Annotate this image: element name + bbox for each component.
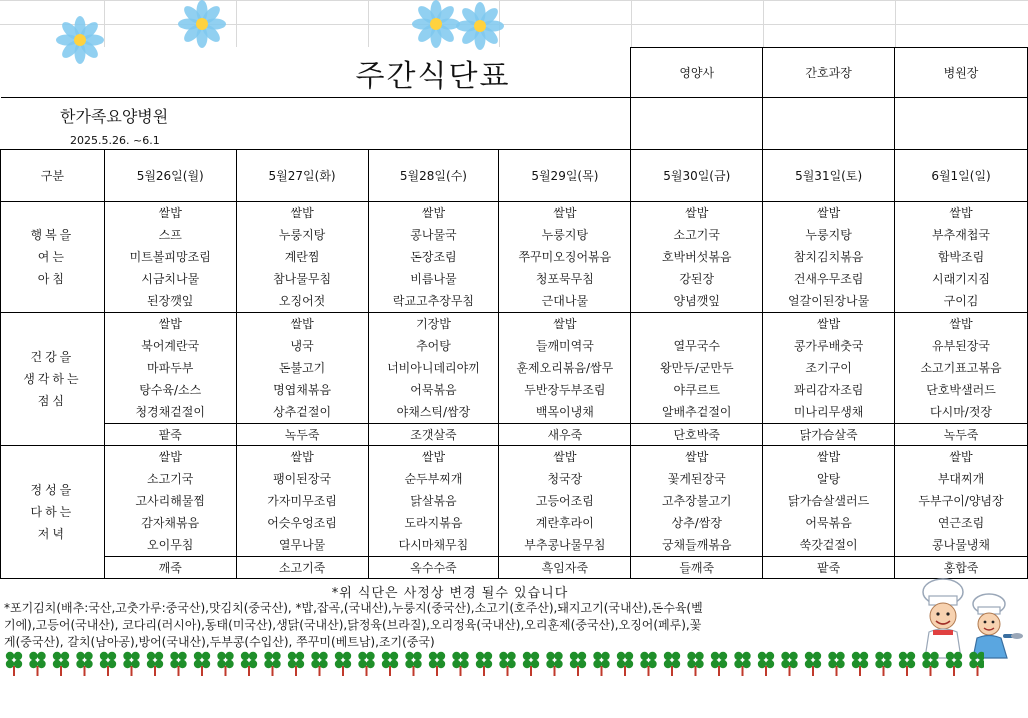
dish-item: 꽈리감자조림 — [793, 383, 864, 397]
porridge-cell: 옥수수죽 — [368, 557, 499, 579]
menu-items — [237, 446, 368, 556]
dish-item: 락교고추장무침 — [392, 294, 475, 308]
dish-item: 단호박샐러드 — [926, 383, 996, 397]
lunch-row — [1, 313, 1028, 424]
dish-item: 마파두부 — [147, 361, 194, 375]
sign-header-nursing-manager: 간호과장 — [763, 48, 895, 98]
menu-cell — [895, 313, 1028, 424]
menu-items — [237, 313, 368, 423]
sign-header-dietitian: 영양사 — [631, 48, 763, 98]
dish-item: 쑥갓겉절이 — [799, 538, 858, 552]
porridge-cell: 소고기죽 — [236, 557, 368, 579]
dish-item: 열무국수 — [673, 339, 720, 353]
dish-item: 누룽지탕 — [541, 228, 589, 242]
menu-cell — [104, 446, 236, 557]
dish-item: 청경채겉절이 — [135, 405, 205, 419]
menu-cell — [368, 202, 499, 313]
menu-cell — [763, 446, 895, 557]
dish-item: 왕만두/군만두 — [659, 361, 734, 375]
flower-icon — [454, 0, 506, 52]
menu-items — [895, 313, 1027, 423]
dish-item: 시래기지짐 — [932, 272, 990, 286]
dish-item: 소고기표고볶음 — [920, 361, 1002, 375]
dish-item: 쭈꾸미오징어볶음 — [518, 250, 612, 264]
porridge-cell: 홍합죽 — [895, 557, 1028, 579]
menu-items — [369, 313, 499, 423]
menu-cell — [236, 202, 368, 313]
dish-item: 누룽지탕 — [278, 228, 326, 242]
hospital-name: 한가족요양병원 — [60, 107, 169, 126]
dish-item: 닭살볶음 — [410, 494, 457, 508]
menu-cell — [631, 446, 763, 557]
menu-items — [631, 446, 762, 556]
dish-item: 건새우무조림 — [793, 272, 864, 286]
dish-item: 조기구이 — [805, 361, 852, 375]
dish-item: 고추장불고기 — [661, 494, 732, 508]
menu-cell — [763, 313, 895, 424]
dish-item: 쌀밥 — [290, 206, 314, 220]
menu-cell — [631, 202, 763, 313]
dish-item: 쌀밥 — [421, 450, 446, 464]
dish-item: 궁채들깨볶음 — [661, 538, 732, 552]
dish-item: 훈제오리볶음/쌈무 — [516, 361, 614, 375]
dish-item: 쌀밥 — [949, 450, 973, 464]
day-header: 5월28일(수) — [368, 150, 499, 202]
menu-items — [631, 202, 762, 312]
dish-item: 어묵볶음 — [805, 516, 852, 530]
dish-item: 쌀밥 — [685, 206, 709, 220]
menu-items — [763, 446, 894, 556]
porridge-cell: 팥죽 — [104, 424, 236, 446]
day-header: 5월26일(월) — [104, 150, 236, 202]
day-header: 5월29일(목) — [499, 150, 631, 202]
dish-item: 콩나물국 — [410, 228, 457, 242]
dish-item: 두부구이/양념장 — [918, 494, 1004, 508]
dish-item: 팽이된장국 — [273, 472, 332, 486]
dish-item: 구이김 — [943, 294, 979, 308]
dish-item: 쌀밥 — [553, 317, 577, 331]
sheet-gridline — [0, 24, 1028, 25]
menu-cell — [104, 313, 236, 424]
menu-items — [631, 313, 762, 423]
dinner-row — [1, 446, 1028, 557]
menu-cell — [499, 313, 631, 424]
dinner-label: 정성을 다하는 저녁 — [1, 446, 105, 579]
menu-items — [369, 446, 499, 556]
dish-item: 다시마/젓장 — [930, 405, 993, 419]
dish-item: 유부된장국 — [932, 339, 990, 353]
sign-box-director — [895, 98, 1028, 150]
dish-item: 참나물무침 — [273, 272, 332, 286]
dish-item: 계란후라이 — [535, 516, 594, 530]
dish-item: 기장밥 — [416, 317, 451, 331]
dish-item: 쌀밥 — [949, 206, 973, 220]
dish-item: 양념깻잎 — [673, 294, 720, 308]
dish-item: 상추겉절이 — [273, 405, 332, 419]
origin-info — [4, 600, 896, 651]
porridge-cell: 단호박죽 — [631, 424, 763, 446]
dish-item: 근대나물 — [541, 294, 589, 308]
porridge-row — [1, 557, 1028, 579]
dish-item: 쌀밥 — [290, 450, 314, 464]
dish-item: 청포묵무침 — [535, 272, 594, 286]
dish-item: 돈불고기 — [278, 361, 326, 375]
sign-box-dietitian — [631, 98, 763, 150]
sheet-gridline — [368, 0, 369, 47]
dish-item: 소고기국 — [147, 472, 194, 486]
menu-cell — [368, 313, 499, 424]
dish-item: 명엽채볶음 — [273, 383, 332, 397]
dish-item: 닭가슴살샐러드 — [788, 494, 870, 508]
menu-cell — [499, 446, 631, 557]
dish-item: 오이무침 — [147, 538, 194, 552]
sheet-gridline — [0, 0, 1028, 1]
dish-item: 너비아니데리야끼 — [387, 361, 480, 375]
dish-item: 얼갈이된장나물 — [788, 294, 870, 308]
dish-item: 야쿠르트 — [673, 383, 720, 397]
clover-border-icon — [4, 648, 984, 678]
dish-item: 상추/쌈장 — [671, 516, 722, 530]
menu-items — [895, 446, 1027, 556]
dish-item: 감자채볶음 — [141, 516, 200, 530]
page-title: 주간식단표 — [355, 59, 511, 94]
dish-item: 부추재첩국 — [932, 228, 990, 242]
porridge-cell: 팥죽 — [763, 557, 895, 579]
day-header: 5월30일(금) — [631, 150, 763, 202]
menu-items — [105, 446, 236, 556]
dish-item: 강된장 — [679, 272, 715, 286]
porridge-cell: 깨죽 — [104, 557, 236, 579]
porridge-cell: 조갯살죽 — [368, 424, 499, 446]
dish-item: 미트볼피망조림 — [129, 250, 211, 264]
dish-item: 쌀밥 — [553, 206, 577, 220]
menu-items — [895, 202, 1027, 312]
dish-item: 쌀밥 — [421, 206, 446, 220]
menu-cell — [368, 446, 499, 557]
dish-item: 계란찜 — [284, 250, 320, 264]
dish-item: 청국장 — [547, 472, 583, 486]
dish-item: 알배추겉절이 — [661, 405, 732, 419]
dish-item: 쌀밥 — [817, 206, 841, 220]
dish-item: 고사리해물찜 — [135, 494, 205, 508]
breakfast-row — [1, 202, 1028, 313]
dish-item: 고등어조림 — [535, 494, 594, 508]
dish-item: 쌀밥 — [817, 450, 841, 464]
day-header: 6월1일(일) — [895, 150, 1028, 202]
dish-item: 부추콩나물무침 — [524, 538, 606, 552]
origin-line: 게(중국산), 갈치(남아공),방어(국내산),두부콩(수입산), 쭈꾸미(베트남),조기(중국) — [4, 635, 435, 649]
menu-cell — [895, 202, 1028, 313]
menu-cell — [895, 446, 1028, 557]
sign-header-director: 병원장 — [895, 48, 1028, 98]
lunch-label: 건강을 생각하는 점심 — [1, 313, 105, 446]
menu-items — [105, 202, 236, 312]
dish-item: 쌀밥 — [158, 206, 182, 220]
dish-item: 냉국 — [290, 339, 314, 353]
dish-item: 비름나물 — [410, 272, 457, 286]
dish-item: 두반장두부조림 — [524, 383, 606, 397]
porridge-row — [1, 424, 1028, 446]
menu-items — [105, 313, 236, 423]
dish-item — [631, 313, 762, 335]
porridge-cell: 닭가슴살죽 — [763, 424, 895, 446]
dish-item: 탕수육/소스 — [139, 383, 202, 397]
porridge-cell: 녹두죽 — [895, 424, 1028, 446]
dish-item: 소고기국 — [673, 228, 720, 242]
sheet-gridline — [631, 0, 632, 47]
dish-item: 열무나물 — [278, 538, 326, 552]
origin-line: *포기김치(배추:국산,고춧가루:중국산),맛김치(중국산), *밥,잡곡,(국내산),누룽지(중국산),소고기(호주산),돼지고기(국내산),돈수육(벨 — [4, 601, 703, 615]
day-header-row — [1, 150, 1028, 202]
menu-cell — [104, 202, 236, 313]
breakfast-label: 행복을 여는 아침 — [1, 202, 105, 313]
day-header: 5월31일(토) — [763, 150, 895, 202]
menu-items — [499, 446, 630, 556]
menu-cell — [763, 202, 895, 313]
porridge-cell: 새우죽 — [499, 424, 631, 446]
dish-item: 된장깻잎 — [147, 294, 194, 308]
dish-item: 가자미무조림 — [267, 494, 337, 508]
menu-items — [763, 202, 894, 312]
dish-item: 콩가루배춧국 — [793, 339, 864, 353]
menu-cell — [631, 313, 763, 424]
porridge-cell: 들깨죽 — [631, 557, 763, 579]
dish-item: 어묵볶음 — [410, 383, 457, 397]
dish-item: 연근조림 — [937, 516, 985, 530]
dish-item: 꽃게된장국 — [667, 472, 726, 486]
dish-item: 함박조림 — [937, 250, 985, 264]
sheet-gridline — [236, 0, 237, 47]
dish-item: 참치김치볶음 — [793, 250, 864, 264]
dish-item: 쌀밥 — [158, 317, 182, 331]
porridge-cell: 녹두죽 — [236, 424, 368, 446]
dish-item: 미나리무생채 — [793, 405, 864, 419]
dish-item: 시금치나물 — [141, 272, 200, 286]
dish-item: 오징어젓 — [278, 294, 326, 308]
menu-cell — [236, 446, 368, 557]
flower-icon — [176, 0, 228, 50]
dish-item: 스프 — [158, 228, 182, 242]
dish-item: 다시마채무침 — [398, 538, 469, 552]
sheet-gridline — [895, 0, 896, 47]
menu-cell — [236, 313, 368, 424]
category-header: 구분 — [1, 150, 105, 202]
change-notice: *위 식단은 사정상 변경 될수 있습니다 — [331, 586, 569, 601]
dish-item: 야채스틱/쌈장 — [396, 405, 471, 419]
menu-items — [763, 313, 894, 423]
sheet-gridline — [763, 0, 764, 47]
dish-item: 알탕 — [817, 472, 841, 486]
dish-item: 콩나물냉채 — [932, 538, 990, 552]
menu-items — [499, 202, 630, 312]
dish-item: 어슷우엉조림 — [267, 516, 337, 530]
dish-item: 추어탕 — [416, 339, 451, 353]
dish-item: 순두부찌개 — [404, 472, 463, 486]
menu-items — [369, 202, 499, 312]
porridge-cell: 흑임자죽 — [499, 557, 631, 579]
dish-item: 쌀밥 — [685, 450, 709, 464]
dish-item: 부대찌개 — [937, 472, 985, 486]
dish-item: 쌀밥 — [158, 450, 182, 464]
dish-item: 북어계란국 — [141, 339, 200, 353]
dish-item: 들깨미역국 — [535, 339, 594, 353]
menu-items — [237, 202, 368, 312]
day-header: 5월27일(화) — [236, 150, 368, 202]
sign-box-nursing-manager — [763, 98, 895, 150]
dish-item: 쌀밥 — [949, 317, 973, 331]
dish-item: 도라지볶음 — [404, 516, 463, 530]
origin-line: 기에),고등어(국내산), 코다리(러시아),동태(미국산),생닭(국내산),닭정육(브라질),오리정육(국내산),오리훈제(중국산),오징어(페루),꽃 — [4, 618, 702, 632]
dish-item: 돈장조림 — [410, 250, 457, 264]
dish-item: 누룽지탕 — [805, 228, 852, 242]
dish-item: 호박버섯볶음 — [661, 250, 732, 264]
dish-item: 백목이냉채 — [535, 405, 594, 419]
menu-cell — [499, 202, 631, 313]
dish-item: 쌀밥 — [553, 450, 577, 464]
menu-period: 2025.5.26. ~6.1 — [70, 134, 160, 147]
dish-item: 쌀밥 — [817, 317, 841, 331]
dish-item: 쌀밥 — [290, 317, 314, 331]
menu-items — [499, 313, 630, 423]
